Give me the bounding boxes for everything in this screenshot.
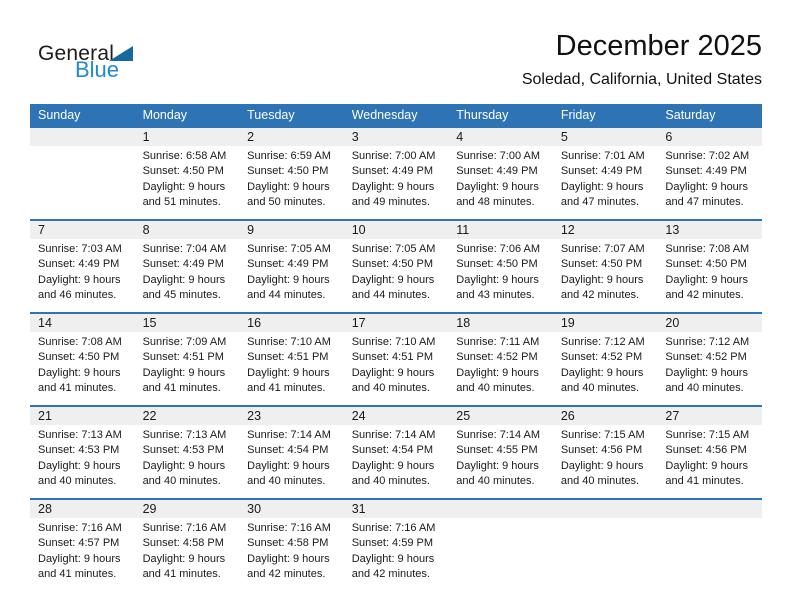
sunrise-text: Sunrise: 7:07 AM: [560, 243, 645, 255]
day-number-band: [657, 407, 762, 425]
day-cell-16: [239, 314, 344, 405]
empty-day-cell: [553, 500, 658, 591]
day-cell-28: [30, 500, 135, 591]
sunrise-text: Sunrise: 7:11 AM: [456, 336, 540, 348]
day-details: [239, 239, 344, 303]
day-header-row: [30, 104, 762, 126]
sunset-text: Sunset: 4:50 PM: [38, 351, 120, 364]
title-block: [522, 30, 762, 89]
day-number: 30: [247, 502, 262, 516]
day-cell-23: [239, 407, 344, 498]
sunrise-text: Sunrise: 7:06 AM: [456, 243, 541, 255]
day-cell-6: [657, 128, 762, 219]
day-details: [657, 332, 762, 396]
sunset-text: Sunset: 4:50 PM: [351, 258, 434, 271]
sunrise-text: Sunrise: 7:12 AM: [560, 336, 645, 348]
day-details: [30, 518, 135, 582]
sunset-text: Sunset: 4:59 PM: [351, 537, 434, 550]
daylight-text: Daylight: 9 hours and 47 minutes.: [665, 180, 748, 208]
day-details: [239, 146, 344, 210]
day-details: [239, 518, 344, 582]
sunrise-text: Sunrise: 7:09 AM: [142, 336, 227, 348]
sunset-text: Sunset: 4:50 PM: [142, 165, 224, 178]
day-number-band: [657, 314, 762, 332]
sunrise-text: Sunrise: 7:16 AM: [351, 522, 436, 534]
day-details: [553, 425, 658, 489]
day-cell-22: [135, 407, 240, 498]
day-cell-27: [657, 407, 762, 498]
day-number-band: [657, 128, 762, 146]
sunrise-text: Sunrise: 7:08 AM: [38, 336, 122, 348]
daylight-text: Daylight: 9 hours and 47 minutes.: [560, 180, 644, 208]
day-number-band: [30, 314, 135, 332]
sunset-text: Sunset: 4:51 PM: [142, 351, 224, 364]
sunrise-text: Sunrise: 7:00 AM: [351, 150, 436, 162]
day-details: [344, 425, 449, 489]
day-header-monday: Monday: [142, 108, 188, 122]
day-number-band: [30, 221, 135, 239]
day-cell-19: [553, 314, 658, 405]
daylight-text: Daylight: 9 hours and 40 minutes.: [247, 459, 330, 487]
day-number-band: [135, 407, 240, 425]
day-details: [344, 239, 449, 303]
day-details: [448, 146, 553, 210]
day-number-band: [344, 128, 449, 146]
day-number-band: [448, 128, 553, 146]
day-number: 13: [665, 223, 680, 237]
sunset-text: Sunset: 4:53 PM: [142, 444, 224, 457]
day-cell-20: [657, 314, 762, 405]
day-header-tuesday: Tuesday: [247, 108, 295, 122]
day-number: 22: [142, 409, 157, 423]
empty-day-cell: [448, 500, 553, 591]
day-number-band: [448, 221, 553, 239]
day-details: [135, 425, 240, 489]
daylight-text: Daylight: 9 hours and 40 minutes.: [456, 366, 539, 394]
sunrise-text: Sunrise: 7:15 AM: [560, 429, 645, 441]
week-row-2: [30, 219, 762, 312]
daylight-text: Daylight: 9 hours and 44 minutes.: [247, 273, 330, 301]
sunset-text: Sunset: 4:56 PM: [560, 444, 643, 457]
day-cell-29: [135, 500, 240, 591]
day-details: [135, 239, 240, 303]
day-number-band: [30, 500, 135, 518]
day-cell-8: [135, 221, 240, 312]
day-number-band: [448, 407, 553, 425]
sunset-text: Sunset: 4:50 PM: [456, 258, 538, 271]
page-subtitle: Soledad, California, United States: [521, 71, 762, 88]
day-number: 27: [665, 409, 680, 423]
sunset-text: Sunset: 4:50 PM: [560, 258, 643, 271]
sunset-text: Sunset: 4:52 PM: [665, 351, 747, 364]
sunset-text: Sunset: 4:49 PM: [560, 165, 643, 178]
sunrise-text: Sunrise: 7:02 AM: [665, 150, 750, 162]
empty-day-cell: [30, 128, 135, 219]
daylight-text: Daylight: 9 hours and 40 minutes.: [351, 459, 435, 487]
day-details: [448, 332, 553, 396]
sunrise-text: Sunrise: 7:10 AM: [351, 336, 436, 348]
sunrise-text: Sunrise: 7:08 AM: [665, 243, 750, 255]
daylight-text: Daylight: 9 hours and 51 minutes.: [142, 180, 226, 208]
sunset-text: Sunset: 4:49 PM: [38, 258, 120, 271]
sunset-text: Sunset: 4:49 PM: [247, 258, 329, 271]
day-number: 2: [247, 130, 255, 144]
sunrise-text: Sunrise: 7:13 AM: [38, 429, 122, 441]
sunset-text: Sunset: 4:50 PM: [665, 258, 747, 271]
daylight-text: Daylight: 9 hours and 50 minutes.: [247, 180, 330, 208]
empty-day-cell: [657, 500, 762, 591]
day-details: [30, 239, 135, 303]
day-number: 26: [560, 409, 575, 423]
page-title: December 2025: [555, 30, 762, 62]
day-number: 14: [38, 316, 52, 330]
sunrise-text: Sunrise: 7:13 AM: [142, 429, 227, 441]
day-number: 8: [142, 223, 150, 237]
day-number-band: [239, 221, 344, 239]
day-details: [344, 518, 449, 582]
daylight-text: Daylight: 9 hours and 40 minutes.: [560, 459, 644, 487]
sunrise-text: Sunrise: 6:59 AM: [247, 150, 331, 162]
logo-text-general: General: [38, 42, 115, 65]
sunrise-text: Sunrise: 7:05 AM: [247, 243, 331, 255]
day-details: [239, 425, 344, 489]
sunset-text: Sunset: 4:49 PM: [665, 165, 747, 178]
day-cell-30: [239, 500, 344, 591]
day-cell-4: [448, 128, 553, 219]
day-number-band: [239, 407, 344, 425]
day-number-band: [135, 128, 240, 146]
sunrise-text: Sunrise: 7:10 AM: [247, 336, 331, 348]
day-details: [30, 425, 135, 489]
sunset-text: Sunset: 4:56 PM: [665, 444, 747, 457]
day-number: 20: [665, 316, 680, 330]
day-details: [553, 146, 658, 210]
day-cell-31: [344, 500, 449, 591]
day-number: 23: [247, 409, 262, 423]
day-number-band: [553, 128, 658, 146]
sunrise-text: Sunrise: 7:16 AM: [38, 522, 122, 534]
daylight-text: Daylight: 9 hours and 40 minutes.: [38, 459, 121, 487]
sunrise-text: Sunrise: 7:14 AM: [351, 429, 436, 441]
day-number: 6: [665, 130, 673, 144]
day-details: [135, 518, 240, 582]
day-header-saturday: Saturday: [665, 108, 716, 122]
day-details: [239, 332, 344, 396]
day-cell-3: [344, 128, 449, 219]
sunset-text: Sunset: 4:51 PM: [247, 351, 329, 364]
sunrise-text: Sunrise: 7:01 AM: [560, 150, 645, 162]
day-cell-17: [344, 314, 449, 405]
day-number-band: [448, 314, 553, 332]
sunrise-text: Sunrise: 7:12 AM: [665, 336, 750, 348]
general-blue-logo: [38, 42, 148, 86]
day-number: 15: [142, 316, 157, 330]
daylight-text: Daylight: 9 hours and 43 minutes.: [456, 273, 539, 301]
calendar-table: [30, 104, 762, 591]
day-number-band: [344, 314, 449, 332]
day-number-band: [239, 500, 344, 518]
sunset-text: Sunset: 4:51 PM: [351, 351, 434, 364]
day-number: 10: [351, 223, 366, 237]
day-cell-2: [239, 128, 344, 219]
daylight-text: Daylight: 9 hours and 41 minutes.: [142, 366, 226, 394]
day-details: [657, 239, 762, 303]
day-number: 3: [351, 130, 359, 144]
day-header-friday: Friday: [560, 108, 596, 122]
day-details: [657, 425, 762, 489]
day-details: [553, 332, 658, 396]
day-number-band: [135, 221, 240, 239]
day-number: 21: [38, 409, 52, 423]
day-number-band: [553, 407, 658, 425]
daylight-text: Daylight: 9 hours and 44 minutes.: [351, 273, 435, 301]
day-cell-13: [657, 221, 762, 312]
day-cell-15: [135, 314, 240, 405]
daylight-text: Daylight: 9 hours and 40 minutes.: [665, 366, 748, 394]
day-number-band: [344, 500, 449, 518]
daylight-text: Daylight: 9 hours and 46 minutes.: [38, 273, 121, 301]
day-cell-24: [344, 407, 449, 498]
day-header-thursday: Thursday: [456, 108, 509, 122]
sunset-text: Sunset: 4:55 PM: [456, 444, 538, 457]
daylight-text: Daylight: 9 hours and 48 minutes.: [456, 180, 539, 208]
day-cell-18: [448, 314, 553, 405]
daylight-text: Daylight: 9 hours and 41 minutes.: [247, 366, 330, 394]
week-row-5: [30, 498, 762, 591]
sunrise-text: Sunrise: 7:16 AM: [142, 522, 227, 534]
day-number: 29: [142, 502, 157, 516]
day-cell-1: [135, 128, 240, 219]
day-details: [657, 146, 762, 210]
daylight-text: Daylight: 9 hours and 41 minutes.: [142, 552, 226, 580]
sunset-text: Sunset: 4:50 PM: [247, 165, 329, 178]
day-number: 16: [247, 316, 262, 330]
sunset-text: Sunset: 4:49 PM: [142, 258, 224, 271]
day-details: [344, 146, 449, 210]
day-number: 25: [456, 409, 471, 423]
day-cell-12: [553, 221, 658, 312]
day-number-band: [344, 221, 449, 239]
sunrise-text: Sunrise: 7:04 AM: [142, 243, 227, 255]
sunset-text: Sunset: 4:58 PM: [247, 537, 329, 550]
day-number: 7: [38, 223, 45, 237]
sunrise-text: Sunrise: 7:15 AM: [665, 429, 750, 441]
day-number: 24: [351, 409, 366, 423]
sunrise-text: Sunrise: 7:14 AM: [456, 429, 541, 441]
day-cell-9: [239, 221, 344, 312]
day-number-band: [30, 407, 135, 425]
day-number-band: [657, 221, 762, 239]
day-number: 28: [38, 502, 52, 516]
day-number-band: [344, 407, 449, 425]
day-cell-26: [553, 407, 658, 498]
daylight-text: Daylight: 9 hours and 42 minutes.: [351, 552, 435, 580]
day-cell-5: [553, 128, 658, 219]
week-row-1: [30, 126, 762, 219]
day-number-band: [553, 314, 658, 332]
day-header-sunday: Sunday: [38, 108, 81, 122]
day-number: 11: [456, 223, 470, 237]
day-number-band: [239, 128, 344, 146]
day-number: 31: [351, 502, 366, 516]
day-number: 19: [560, 316, 575, 330]
daylight-text: Daylight: 9 hours and 40 minutes.: [142, 459, 226, 487]
sunset-text: Sunset: 4:49 PM: [351, 165, 434, 178]
day-cell-25: [448, 407, 553, 498]
daylight-text: Daylight: 9 hours and 49 minutes.: [351, 180, 435, 208]
day-number-band: [553, 221, 658, 239]
calendar-weeks: [30, 126, 762, 591]
sunrise-text: Sunrise: 6:58 AM: [142, 150, 227, 162]
day-number: 4: [456, 130, 464, 144]
day-cell-14: [30, 314, 135, 405]
day-cell-11: [448, 221, 553, 312]
day-details: [553, 239, 658, 303]
day-number: 9: [247, 223, 255, 237]
day-number-band: [448, 500, 553, 518]
day-header-wednesday: Wednesday: [351, 108, 418, 122]
daylight-text: Daylight: 9 hours and 42 minutes.: [247, 552, 330, 580]
day-number-band: [135, 314, 240, 332]
sunrise-text: Sunrise: 7:05 AM: [351, 243, 436, 255]
day-number-band: [135, 500, 240, 518]
sunset-text: Sunset: 4:49 PM: [456, 165, 538, 178]
sunset-text: Sunset: 4:58 PM: [142, 537, 224, 550]
day-cell-21: [30, 407, 135, 498]
day-details: [448, 239, 553, 303]
day-number-band: [239, 314, 344, 332]
sunrise-text: Sunrise: 7:14 AM: [247, 429, 331, 441]
day-number: 18: [456, 316, 471, 330]
logo-text-blue: Blue: [75, 57, 120, 82]
day-details: [344, 332, 449, 396]
sunset-text: Sunset: 4:53 PM: [38, 444, 120, 457]
week-row-3: [30, 312, 762, 405]
day-number: 5: [560, 130, 568, 144]
sunrise-text: Sunrise: 7:16 AM: [247, 522, 331, 534]
sunset-text: Sunset: 4:52 PM: [560, 351, 643, 364]
day-number: 17: [351, 316, 366, 330]
sunset-text: Sunset: 4:54 PM: [351, 444, 434, 457]
sunrise-text: Sunrise: 7:03 AM: [38, 243, 122, 255]
sunrise-text: Sunrise: 7:00 AM: [456, 150, 541, 162]
daylight-text: Daylight: 9 hours and 41 minutes.: [38, 552, 121, 580]
daylight-text: Daylight: 9 hours and 40 minutes.: [351, 366, 435, 394]
week-row-4: [30, 405, 762, 498]
daylight-text: Daylight: 9 hours and 42 minutes.: [560, 273, 644, 301]
daylight-text: Daylight: 9 hours and 41 minutes.: [38, 366, 121, 394]
daylight-text: Daylight: 9 hours and 40 minutes.: [456, 459, 539, 487]
day-details: [135, 146, 240, 210]
day-details: [30, 332, 135, 396]
day-cell-7: [30, 221, 135, 312]
daylight-text: Daylight: 9 hours and 41 minutes.: [665, 459, 748, 487]
sunset-text: Sunset: 4:54 PM: [247, 444, 329, 457]
day-number: 1: [142, 130, 150, 144]
daylight-text: Daylight: 9 hours and 42 minutes.: [665, 273, 748, 301]
day-number-band: [657, 500, 762, 518]
daylight-text: Daylight: 9 hours and 40 minutes.: [560, 366, 644, 394]
day-number-band: [30, 128, 135, 146]
daylight-text: Daylight: 9 hours and 45 minutes.: [142, 273, 226, 301]
day-details: [135, 332, 240, 396]
day-cell-10: [344, 221, 449, 312]
day-number: 12: [560, 223, 575, 237]
day-number-band: [553, 500, 658, 518]
sunset-text: Sunset: 4:52 PM: [456, 351, 538, 364]
sunset-text: Sunset: 4:57 PM: [38, 537, 120, 550]
day-details: [448, 425, 553, 489]
